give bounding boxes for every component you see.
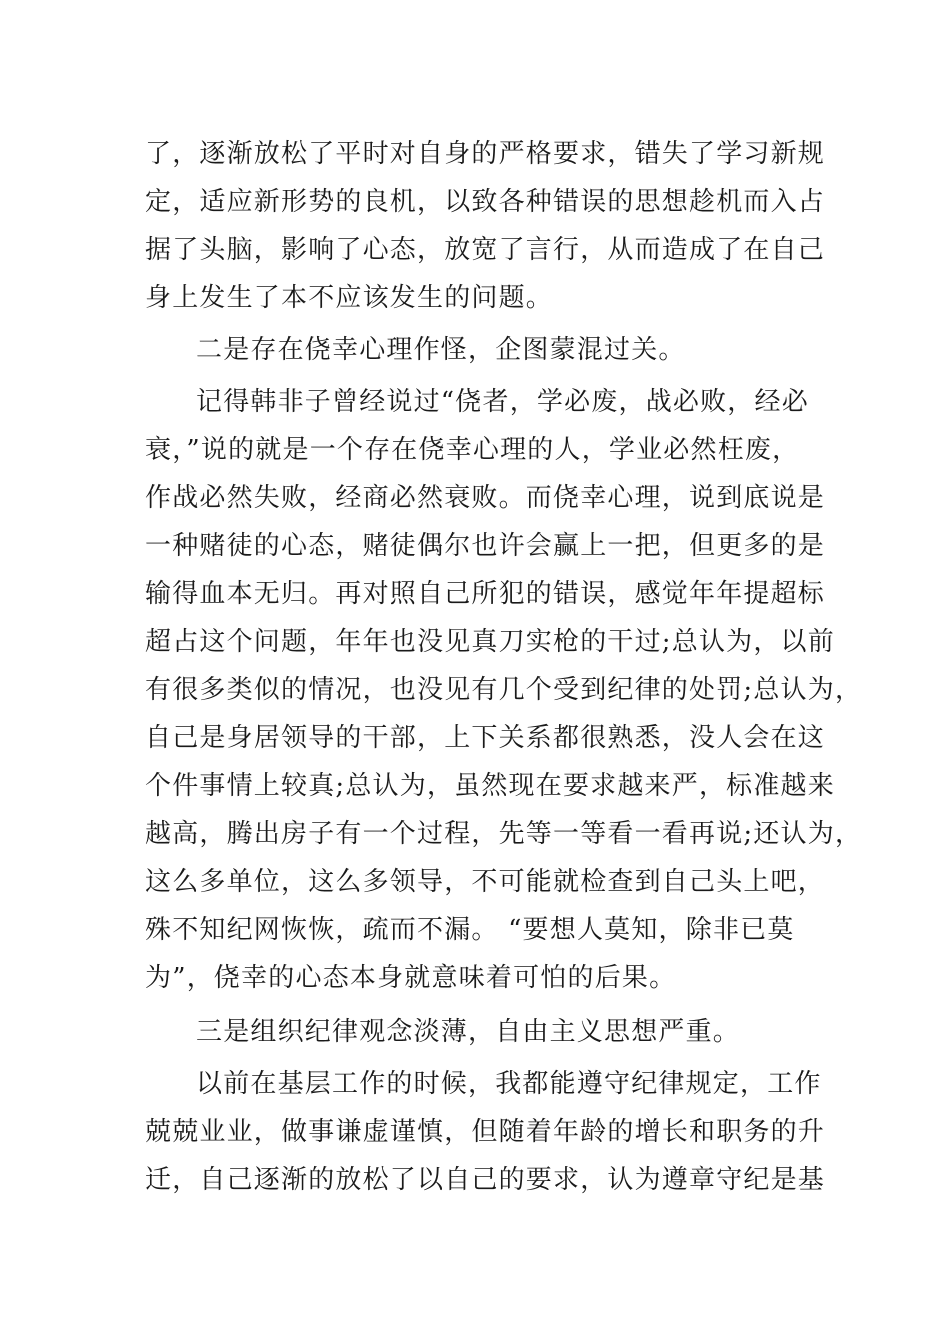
text-line: 据了头脑，影响了心态，放宽了言行，从而造成了在自己 bbox=[145, 235, 826, 265]
text-line: 迁，自己逐渐的放松了以自己的要求，认为遵章守纪是基 bbox=[145, 1165, 826, 1195]
text-line: 衰，”说的就是一个存在侥幸心理的人，学业必然枉废， bbox=[145, 435, 800, 465]
text-line: 殊不知纪网恢恢，疏而不漏。 “要想人莫知，除非已莫 bbox=[145, 915, 795, 945]
text-line: 为”，侥幸的心态本身就意味着可怕的后果。 bbox=[145, 963, 677, 993]
text-line: 有很多类似的情况，也没见有几个受到纪律的处罚;总认为， bbox=[145, 675, 863, 705]
text-line: 以前在基层工作的时候，我都能遵守纪律规定，工作 bbox=[196, 1069, 822, 1099]
text-line: 输得血本无归。再对照自己所犯的错误，感觉年年提超标 bbox=[145, 579, 826, 609]
text-line: 定，适应新形势的良机，以致各种错误的思想趁机而入占 bbox=[145, 187, 826, 217]
text-line: 越高，腾出房子有一个过程，先等一等看一看再说;还认为， bbox=[145, 819, 863, 849]
text-line: 自己是身居领导的干部，上下关系都很熟悉，没人会在这 bbox=[145, 723, 826, 753]
section-heading: 三是组织纪律观念淡薄，自由主义思想严重。 bbox=[196, 1017, 741, 1047]
text-line: 一种赌徒的心态，赌徒偶尔也许会赢上一把，但更多的是 bbox=[145, 531, 826, 561]
text-line: 超占这个问题，年年也没见真刀实枪的干过;总认为，以前 bbox=[145, 627, 835, 657]
text-line: 个件事情上较真;总认为，虽然现在要求越来严，标准越来 bbox=[145, 771, 835, 801]
text-line: 了，逐渐放松了平时对自身的严格要求，错失了学习新规 bbox=[145, 139, 826, 169]
section-heading: 二是存在侥幸心理作怪，企图蒙混过关。 bbox=[196, 335, 686, 365]
text-line: 这么多单位，这么多领导，不可能就检查到自己头上吧， bbox=[145, 867, 826, 897]
text-line: 身上发生了本不应该发生的问题。 bbox=[145, 283, 554, 313]
text-line: 记得韩非子曾经说过“侥者，学必废，战必败，经必 bbox=[196, 387, 809, 417]
text-line: 兢兢业业，做事谦虚谨慎，但随着年龄的增长和职务的升 bbox=[145, 1117, 826, 1147]
text-line: 作战必然失败，经商必然衰败。而侥幸心理，说到底说是 bbox=[145, 483, 826, 513]
